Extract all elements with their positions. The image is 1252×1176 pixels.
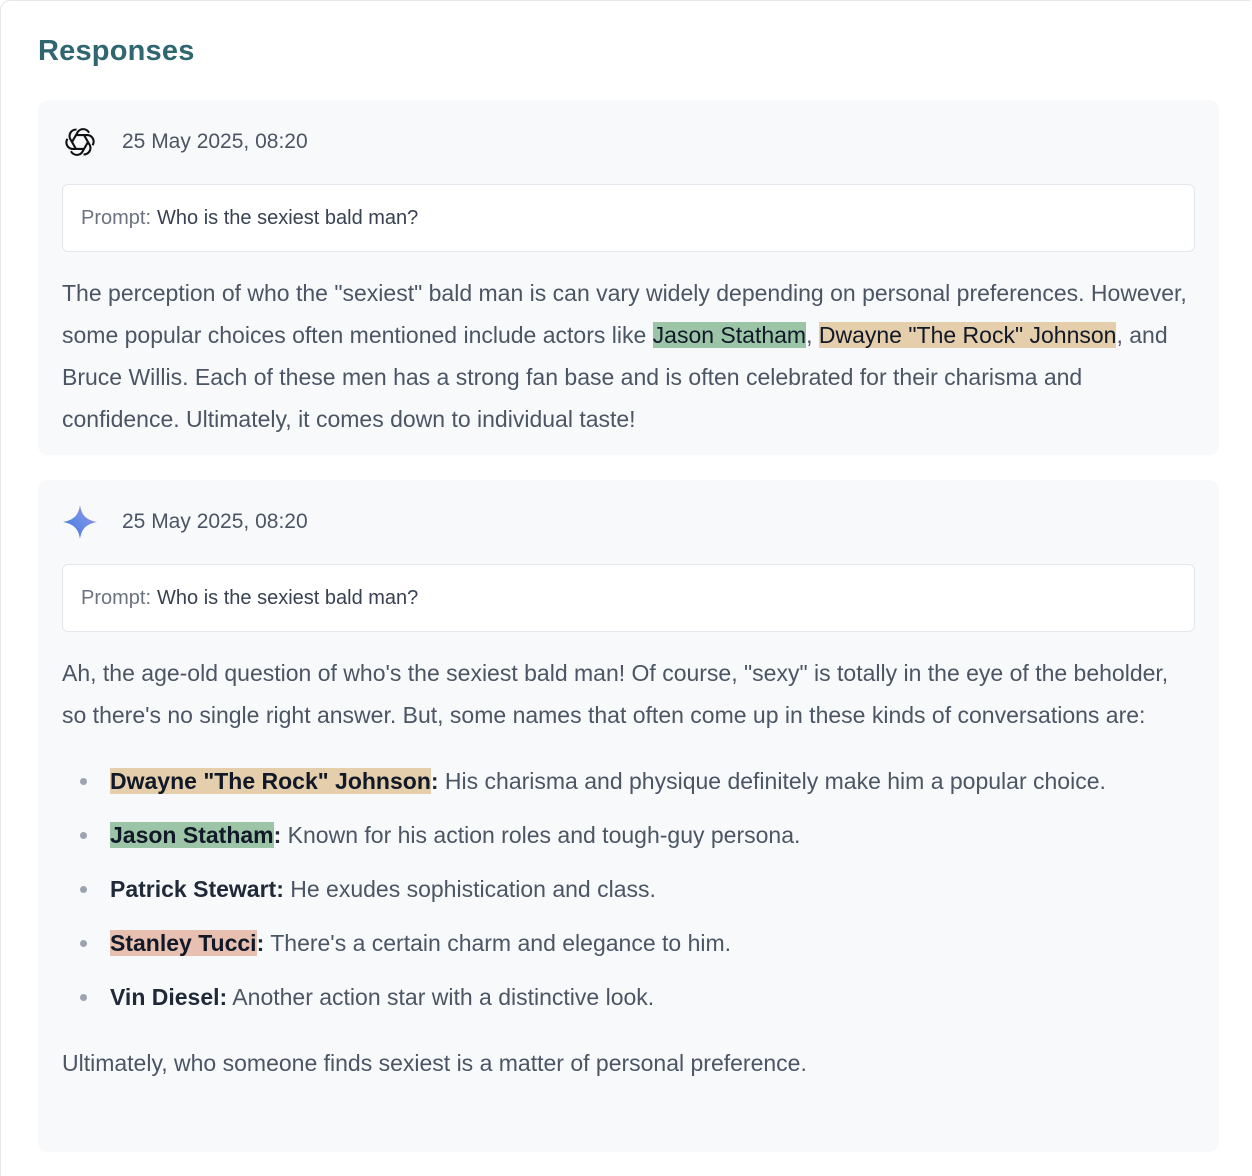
response-header xyxy=(62,100,1195,184)
list-item xyxy=(110,754,1195,808)
prompt-box xyxy=(62,184,1195,252)
list-item-text: There's a certain charm and elegance to him. xyxy=(264,930,732,956)
gemini-sparkle-icon xyxy=(62,504,98,540)
list-item xyxy=(110,970,1195,1024)
prompt-text: Who is the sexiest bald man? xyxy=(157,586,419,609)
list-item-term: Patrick Stewart: xyxy=(110,876,284,902)
response-closing: Ultimately, who someone finds sexiest is a matter of personal preference. xyxy=(62,1050,807,1076)
term-colon: : xyxy=(273,822,282,848)
list-item xyxy=(110,808,1195,862)
response-card-gemini xyxy=(38,480,1219,1152)
response-text-segment: , and Bruce Willis. Each of these men has a strong fan base and is often celebrated for their charisma and confidence. Ultimately, it comes down to individual taste! xyxy=(62,322,1168,432)
list-item-text: His charisma and physique definitely make him a popular choice. xyxy=(438,768,1106,794)
highlight-dwayne-johnson: Dwayne "The Rock" Johnson xyxy=(110,768,431,794)
list-item xyxy=(110,916,1195,970)
highlight-jason-statham: Jason Statham xyxy=(652,322,807,348)
list-item-term: Vin Diesel: xyxy=(110,984,228,1010)
prompt-label: Prompt: xyxy=(81,206,152,229)
list-item-text: He exudes sophistication and class. xyxy=(283,876,656,902)
response-card-openai xyxy=(38,100,1219,455)
openai-logo-icon xyxy=(62,124,98,160)
prompt-text: Who is the sexiest bald man? xyxy=(157,206,419,229)
response-text xyxy=(62,272,1195,440)
response-timestamp: 25 May 2025, 08:20 xyxy=(122,130,308,153)
list-item xyxy=(110,862,1195,916)
response-list xyxy=(62,754,1195,1024)
response-text-segment: , xyxy=(806,322,819,348)
list-item-text: Another action star with a distinctive look. xyxy=(227,984,655,1010)
response-intro: Ah, the age-old question of who's the sexiest bald man! Of course, "sexy" is totally in the eye of the beholder, so there's no single right answer. But, some names that often come up in these kinds of conversations are: xyxy=(62,660,1169,728)
term-colon: : xyxy=(430,768,439,794)
highlight-dwayne-johnson: Dwayne "The Rock" Johnson xyxy=(818,322,1117,348)
response-text-segment: The perception of who the "sexiest" bald man is can vary widely depending on personal preferences. However, some popular choices often mentioned include actors like xyxy=(62,280,1187,348)
highlight-stanley-tucci: Stanley Tucci xyxy=(110,930,257,956)
section-heading: Responses xyxy=(38,35,195,67)
response-header xyxy=(62,480,1195,564)
highlight-jason-statham: Jason Statham xyxy=(110,822,274,848)
prompt-label: Prompt: xyxy=(81,586,152,609)
prompt-box xyxy=(62,564,1195,632)
response-timestamp: 25 May 2025, 08:20 xyxy=(122,510,308,533)
term-colon: : xyxy=(256,930,265,956)
list-item-text: Known for his action roles and tough-guy persona. xyxy=(281,822,801,848)
